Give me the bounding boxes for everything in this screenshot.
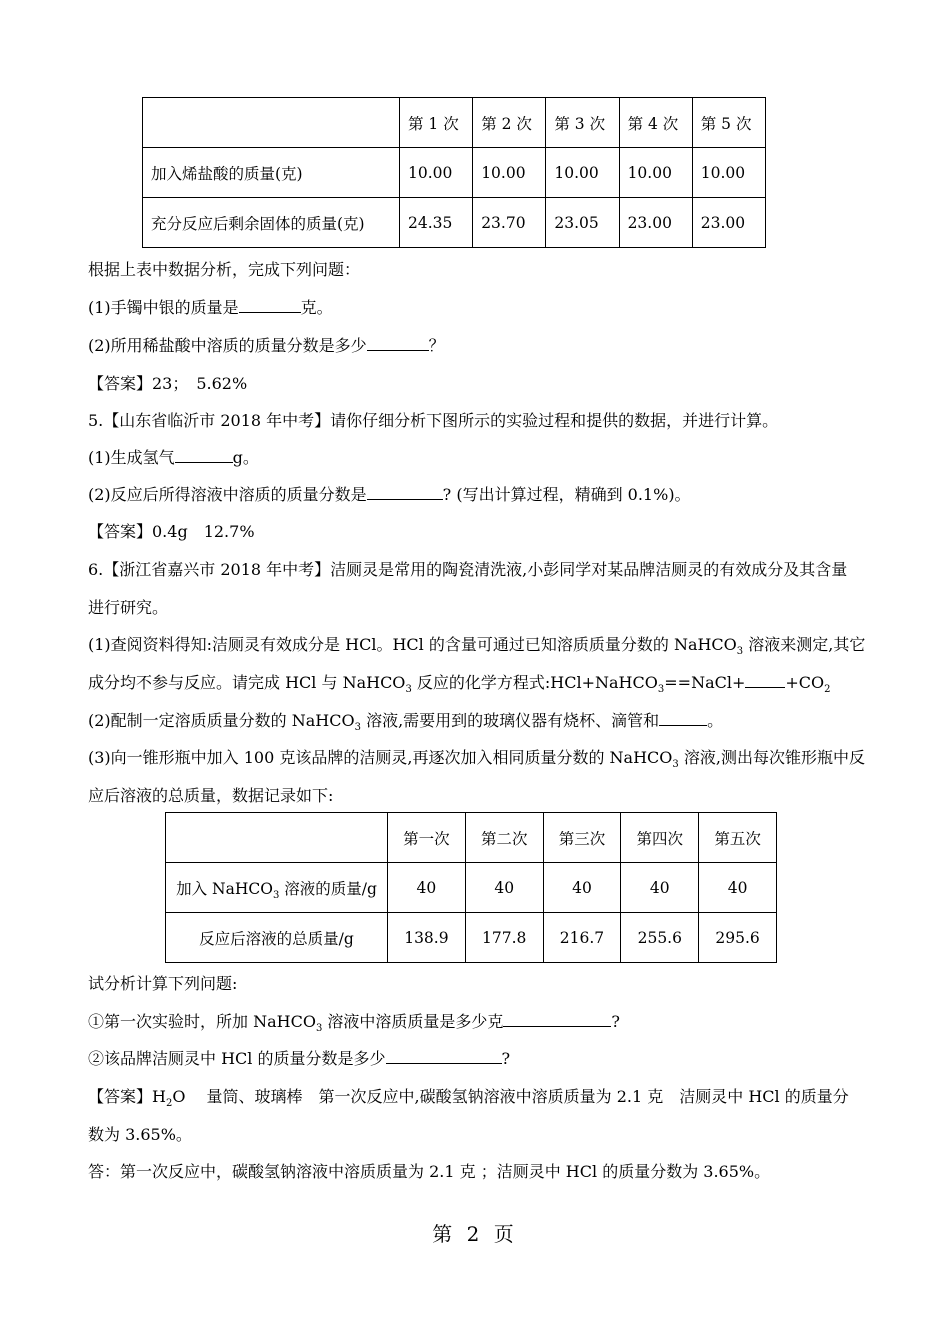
q4-answer: 【答案】23； 5.62% bbox=[88, 374, 248, 393]
table-cell: 10.00 bbox=[400, 148, 473, 198]
subscript: 3 bbox=[405, 684, 412, 695]
silver-bracelet-table bbox=[142, 97, 766, 248]
q4-intro: 根据上表中数据分析，完成下列问题： bbox=[88, 260, 361, 279]
table-cell: 第一次 bbox=[388, 813, 466, 863]
table-cell bbox=[143, 98, 400, 148]
table-cell: 第 4 次 bbox=[619, 98, 692, 148]
table-cell: 第三次 bbox=[543, 813, 621, 863]
page-number: 第 2 页 bbox=[432, 1222, 518, 1246]
q5-title: 5.【山东省临沂市 2018 年中考】请你仔细分析下图所示的实验过程和提供的数据，并进行计算。 bbox=[88, 411, 779, 430]
q6-part2-text: 溶液,需要用到的玻璃仪器有烧杯、滴管和 bbox=[360, 711, 660, 730]
q5-part1-unit: g。 bbox=[232, 448, 259, 467]
subscript: 3 bbox=[672, 759, 679, 770]
q5-part1-text: (1)生成氢气 bbox=[88, 448, 175, 467]
table-cell: 第四次 bbox=[621, 813, 699, 863]
q6-answer-line1 bbox=[88, 1087, 849, 1107]
subscript: 3 bbox=[272, 889, 280, 901]
q5-part2 bbox=[88, 485, 691, 505]
q6-part1-line1 bbox=[88, 635, 865, 655]
subscript: 3 bbox=[657, 684, 665, 695]
answer-blank[interactable] bbox=[175, 448, 233, 463]
table-cell: 第 5 次 bbox=[692, 98, 765, 148]
q6-analysis-intro: 试分析计算下列问题: bbox=[88, 974, 238, 993]
subscript: 3 bbox=[736, 646, 744, 657]
q6-answer-text: O 量筒、玻璃棒 第一次反应中,碳酸氢钠溶液中溶质质量为 2.1 克 洁厕灵中 HCl 的质量分 bbox=[172, 1087, 849, 1106]
q6-part1-text: (1)查阅资料得知:洁厕灵有效成分是 HCl。HCl 的含量可通过已知溶质质量分数的 NaHCO bbox=[88, 635, 737, 654]
table-cell: 23.70 bbox=[473, 198, 546, 248]
table-cell: 138.9 bbox=[388, 913, 466, 963]
table-cell: 23.05 bbox=[546, 198, 619, 248]
table-cell: 23.00 bbox=[619, 198, 692, 248]
answer-blank[interactable] bbox=[659, 711, 707, 726]
answer-blank[interactable] bbox=[386, 1049, 502, 1064]
answer-blank[interactable] bbox=[745, 673, 785, 688]
answer-blank[interactable] bbox=[367, 336, 429, 351]
q6-part2-text: 。 bbox=[707, 711, 724, 730]
q4-part1-text: (1)手镯中银的质量是 bbox=[88, 298, 239, 317]
q6-part1-text: +CO bbox=[785, 673, 825, 692]
table-cell: 177.8 bbox=[465, 913, 543, 963]
answer-blank[interactable] bbox=[239, 298, 301, 313]
table-cell: 第 2 次 bbox=[473, 98, 546, 148]
q6-part3-line2: 应后溶液的总质量，数据记录如下: bbox=[88, 786, 334, 805]
table-cell: 10.00 bbox=[619, 148, 692, 198]
q5-part1 bbox=[88, 448, 259, 468]
q6-calc1-text: 溶液中溶质质量是多少克 bbox=[322, 1012, 504, 1031]
q6-answer-line2: 数为 3.65%。 bbox=[88, 1125, 192, 1144]
table-cell: 10.00 bbox=[473, 148, 546, 198]
q6-part1-text: 溶液来测定,其它 bbox=[743, 635, 866, 654]
table-cell: 40 bbox=[621, 863, 699, 913]
subscript: 2 bbox=[824, 684, 831, 695]
table-cell: 40 bbox=[699, 863, 777, 913]
table-row bbox=[143, 198, 766, 248]
table-cell: 10.00 bbox=[546, 148, 619, 198]
table-cell: 第 3 次 bbox=[546, 98, 619, 148]
q6-answer-text: 【答案】H bbox=[88, 1087, 166, 1106]
q5-part2-text: (2)反应后所得溶液中溶质的质量分数是 bbox=[88, 485, 367, 504]
table-row-label: 加入烯盐酸的质量(克) bbox=[143, 148, 400, 198]
table-cell: 23.00 bbox=[692, 198, 765, 248]
q6-part1-line2 bbox=[88, 673, 831, 693]
q4-part2 bbox=[88, 336, 445, 356]
table-cell: 10.00 bbox=[692, 148, 765, 198]
table-cell: 第二次 bbox=[465, 813, 543, 863]
q6-calc2-text: ? bbox=[501, 1049, 511, 1068]
table-cell bbox=[166, 813, 388, 863]
table-row-label: 反应后溶液的总质量/g bbox=[166, 913, 388, 963]
answer-blank[interactable] bbox=[367, 485, 443, 500]
q5-answer: 【答案】0.4g 12.7% bbox=[88, 522, 255, 541]
q6-calc2 bbox=[88, 1049, 510, 1069]
subscript: 3 bbox=[315, 1023, 323, 1034]
q6-calc2-text: ②该品牌洁厕灵中 HCl 的质量分数是多少 bbox=[88, 1049, 386, 1068]
table-cell: 40 bbox=[465, 863, 543, 913]
table-cell: 255.6 bbox=[621, 913, 699, 963]
nahco3-data-table bbox=[165, 812, 777, 963]
q6-part2-text: (2)配制一定溶质质量分数的 NaHCO bbox=[88, 711, 355, 730]
table-row-label: 充分反应后剩余固体的质量(克) bbox=[143, 198, 400, 248]
table-cell: 295.6 bbox=[699, 913, 777, 963]
table-cell: 24.35 bbox=[400, 198, 473, 248]
table-cell: 第 1 次 bbox=[400, 98, 473, 148]
table-row bbox=[166, 863, 777, 913]
q6-part1-text: 反应的化学方程式:HCl+NaHCO bbox=[411, 673, 658, 692]
subscript: 2 bbox=[165, 1098, 173, 1109]
q6-title-line2: 进行研究。 bbox=[88, 598, 169, 617]
answer-blank[interactable] bbox=[503, 1012, 611, 1027]
table-header-row bbox=[166, 813, 777, 863]
q6-calc1 bbox=[88, 1012, 620, 1032]
subscript: 3 bbox=[354, 722, 361, 733]
q4-part1 bbox=[88, 298, 333, 318]
label-text: 加入 NaHCO bbox=[176, 879, 273, 898]
label-text: 溶液的质量/g bbox=[279, 879, 377, 898]
table-cell: 40 bbox=[388, 863, 466, 913]
table-cell: 216.7 bbox=[543, 913, 621, 963]
q6-calc1-text: ①第一次实验时，所加 NaHCO bbox=[88, 1012, 316, 1031]
q6-part3-line1 bbox=[88, 748, 865, 768]
table-row bbox=[166, 913, 777, 963]
table-cell: 40 bbox=[543, 863, 621, 913]
q6-part2 bbox=[88, 711, 723, 731]
table-cell: 第五次 bbox=[699, 813, 777, 863]
q6-final-answer: 答：第一次反应中，碳酸氢钠溶液中溶质质量为 2.1 克 ；洁厕灵中 HCl 的质量分数为 3.65%。 bbox=[88, 1162, 771, 1181]
table-row-label bbox=[166, 863, 388, 913]
q4-part2-end: ？ bbox=[428, 336, 445, 355]
q6-part3-text: 溶液,测出每次锥形瓶中反 bbox=[678, 748, 865, 767]
q6-part1-text: 成分均不参与反应。请完成 HCl 与 NaHCO bbox=[88, 673, 406, 692]
q5-part2-end: ? (写出计算过程，精确到 0.1%)。 bbox=[442, 485, 691, 504]
table-row bbox=[143, 148, 766, 198]
q6-calc1-text: ? bbox=[611, 1012, 620, 1031]
q4-part1-unit: 克。 bbox=[300, 298, 333, 317]
q6-part3-text: (3)向一锥形瓶中加入 100 克该品牌的洁厕灵,再逐次加入相同质量分数的 NaHCO bbox=[88, 748, 673, 767]
q4-part2-text: (2)所用稀盐酸中溶质的质量分数是多少 bbox=[88, 336, 367, 355]
q6-title-line1: 6.【浙江省嘉兴市 2018 年中考】洁厕灵是常用的陶瓷清洗液,小彭同学对某品牌洁厕灵的有效成分及其含量 bbox=[88, 560, 848, 579]
q6-part1-text: ==NaCl+ bbox=[664, 673, 746, 692]
table-header-row bbox=[143, 98, 766, 148]
